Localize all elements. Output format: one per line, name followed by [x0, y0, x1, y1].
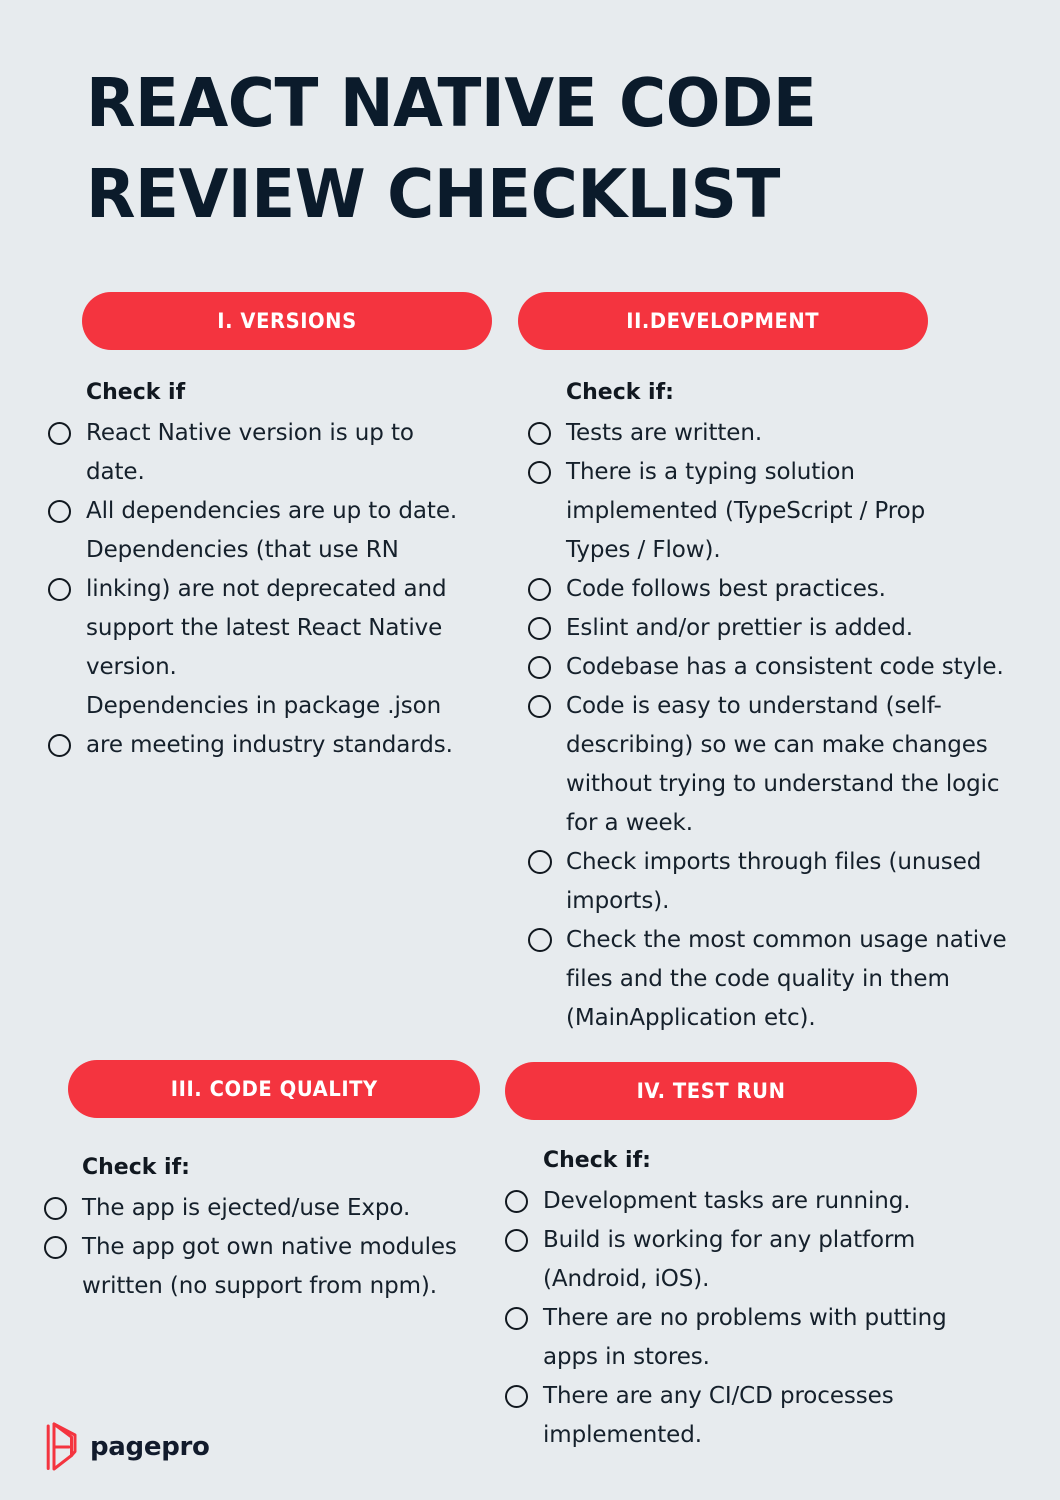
checklist-item-text: Check imports through files (unused — [566, 849, 982, 875]
checklist-item-text: implemented (TypeScript / Prop — [566, 498, 926, 524]
checklist-item[interactable] — [48, 492, 500, 531]
section-body-code-quality — [44, 1153, 496, 1306]
checkbox-circle-icon[interactable] — [505, 1229, 528, 1252]
page-title — [86, 58, 986, 240]
checklist-item-continuation — [528, 960, 1048, 999]
checklist-item-text: Dependencies in package .json — [86, 693, 442, 719]
checklist-lines — [528, 414, 1048, 1038]
checkbox-circle-icon[interactable] — [44, 1236, 67, 1259]
check-if-label: Check if: — [566, 380, 674, 405]
check-if-label: Check if — [86, 380, 186, 405]
checklist-item-continuation — [48, 687, 500, 726]
checklist-item-text: Build is working for any platform — [543, 1227, 916, 1253]
checkbox-circle-icon[interactable] — [528, 578, 551, 601]
section-body-versions — [48, 378, 500, 765]
checklist-item-text: The app is ejected/use Expo. — [82, 1195, 411, 1221]
checklist-item-continuation — [48, 453, 500, 492]
checklist-item-continuation — [528, 765, 1048, 804]
checklist-item-text: date. — [86, 459, 145, 485]
checklist-item-text: support the latest React Native — [86, 615, 443, 641]
checklist-item-text: for a week. — [566, 810, 693, 836]
checklist-item-text: Development tasks are running. — [543, 1188, 911, 1214]
checkbox-circle-icon[interactable] — [505, 1307, 528, 1330]
section-header-label: III. CODE QUALITY — [170, 1077, 378, 1101]
checklist-item-text: (Android, iOS). — [543, 1266, 710, 1292]
checklist-item-continuation — [505, 1338, 1045, 1377]
checklist-item-text: are meeting industry standards. — [86, 732, 453, 758]
check-if-label: Check if: — [543, 1148, 651, 1173]
section-header-pill-development — [518, 292, 928, 350]
checklist-item[interactable] — [48, 414, 500, 453]
checklist-item-text: Eslint and/or prettier is added. — [566, 615, 913, 641]
checklist-item-text: There are any CI/CD processes — [543, 1383, 894, 1409]
checkbox-circle-icon[interactable] — [48, 578, 71, 601]
checklist-item-text: Code follows best practices. — [566, 576, 886, 602]
checklist-item-continuation — [528, 999, 1048, 1038]
checklist-lines — [505, 1182, 1045, 1455]
checklist-item-continuation — [48, 648, 500, 687]
checklist-item-continuation — [528, 492, 1048, 531]
checklist-item[interactable] — [528, 687, 1048, 726]
checklist-item[interactable] — [44, 1228, 496, 1267]
checklist-item[interactable] — [528, 921, 1048, 960]
checklist-item-continuation — [528, 726, 1048, 765]
checklist-item-text: (MainApplication etc). — [566, 1005, 816, 1031]
checklist-item-text: implemented. — [543, 1422, 702, 1448]
checklist-item[interactable] — [505, 1221, 1045, 1260]
checklist-item-text: There is a typing solution — [566, 459, 855, 485]
checklist-item-text: All dependencies are up to date. — [86, 498, 458, 524]
checklist-item[interactable] — [528, 414, 1048, 453]
checklist-item[interactable] — [528, 843, 1048, 882]
checklist-item-text: files and the code quality in them — [566, 966, 950, 992]
checkbox-circle-icon[interactable] — [528, 850, 552, 874]
checklist-item-continuation — [528, 882, 1048, 921]
checklist-item-continuation — [528, 531, 1048, 570]
pagepro-wordmark: pagepro — [90, 1432, 210, 1462]
section-header-pill-code-quality — [68, 1060, 480, 1118]
checklist-item-text: describing) so we can make changes — [566, 732, 988, 758]
checkbox-circle-icon[interactable] — [44, 1197, 67, 1220]
check-if-label: Check if: — [82, 1155, 190, 1180]
checklist-item-text: without trying to understand the logic — [566, 771, 1000, 797]
page-title-line-1: REACT NATIVE CODE — [86, 64, 817, 142]
checklist-item-continuation — [44, 1267, 496, 1306]
checklist-item-text: apps in stores. — [543, 1344, 710, 1370]
page-title-line-2: REVIEW CHECKLIST — [86, 155, 780, 233]
checklist-item[interactable] — [505, 1377, 1045, 1416]
checkbox-circle-icon[interactable] — [528, 617, 551, 640]
checklist-item-text: imports). — [566, 888, 670, 914]
checklist-item-text: written (no support from npm). — [82, 1273, 437, 1299]
checklist-item[interactable] — [528, 570, 1048, 609]
checkbox-circle-icon[interactable] — [528, 695, 551, 718]
checklist-item-text: version. — [86, 654, 177, 680]
checkbox-circle-icon[interactable] — [48, 734, 71, 757]
pagepro-p-icon — [45, 1422, 79, 1472]
section-header-label: I. VERSIONS — [217, 309, 357, 333]
checklist-item[interactable] — [44, 1189, 496, 1228]
checklist-item[interactable] — [528, 453, 1048, 492]
checklist-item-text: Types / Flow). — [566, 537, 721, 563]
checkbox-circle-icon[interactable] — [528, 928, 552, 952]
checkbox-circle-icon[interactable] — [48, 422, 71, 445]
checklist-item[interactable] — [505, 1299, 1045, 1338]
checkbox-circle-icon[interactable] — [528, 656, 551, 679]
checklist-lines — [48, 414, 500, 765]
checklist-item[interactable] — [528, 609, 1048, 648]
checklist-item-text: React Native version is up to — [86, 420, 414, 446]
checkbox-circle-icon[interactable] — [505, 1190, 528, 1213]
checklist-item-continuation — [505, 1260, 1045, 1299]
section-header-label: II.DEVELOPMENT — [626, 309, 820, 333]
checklist-item-text: Check the most common usage native — [566, 927, 1007, 953]
checklist-item-text: There are no problems with putting — [543, 1305, 947, 1331]
checklist-item-text: linking) are not deprecated and — [86, 576, 447, 602]
section-header-pill-test-run — [505, 1062, 917, 1120]
section-body-development — [528, 378, 1048, 1038]
checklist-item[interactable] — [505, 1182, 1045, 1221]
checklist-item-text: Tests are written. — [566, 420, 763, 446]
checkbox-circle-icon[interactable] — [528, 461, 551, 484]
checklist-item-continuation — [48, 609, 500, 648]
checkbox-circle-icon[interactable] — [48, 500, 71, 523]
checklist-item-text: Code is easy to understand (self- — [566, 693, 942, 719]
checklist-item[interactable] — [48, 726, 500, 765]
checklist-lines — [44, 1189, 496, 1306]
checklist-item-continuation — [528, 804, 1048, 843]
checkbox-circle-icon[interactable] — [528, 422, 551, 445]
checklist-item[interactable] — [528, 648, 1048, 687]
checklist-item-text: Codebase has a consistent code style. — [566, 654, 1004, 680]
checkbox-circle-icon[interactable] — [505, 1385, 528, 1408]
checklist-item-text: Dependencies (that use RN — [86, 537, 399, 563]
checklist-item-continuation — [48, 531, 500, 570]
section-header-pill-versions — [82, 292, 492, 350]
checklist-item-text: The app got own native modules — [82, 1234, 457, 1260]
checklist-item[interactable] — [48, 570, 500, 609]
section-body-test-run — [505, 1146, 1045, 1455]
checklist-item-continuation — [505, 1416, 1045, 1455]
section-header-label: IV. TEST RUN — [636, 1079, 786, 1103]
pagepro-logo — [45, 1422, 210, 1472]
